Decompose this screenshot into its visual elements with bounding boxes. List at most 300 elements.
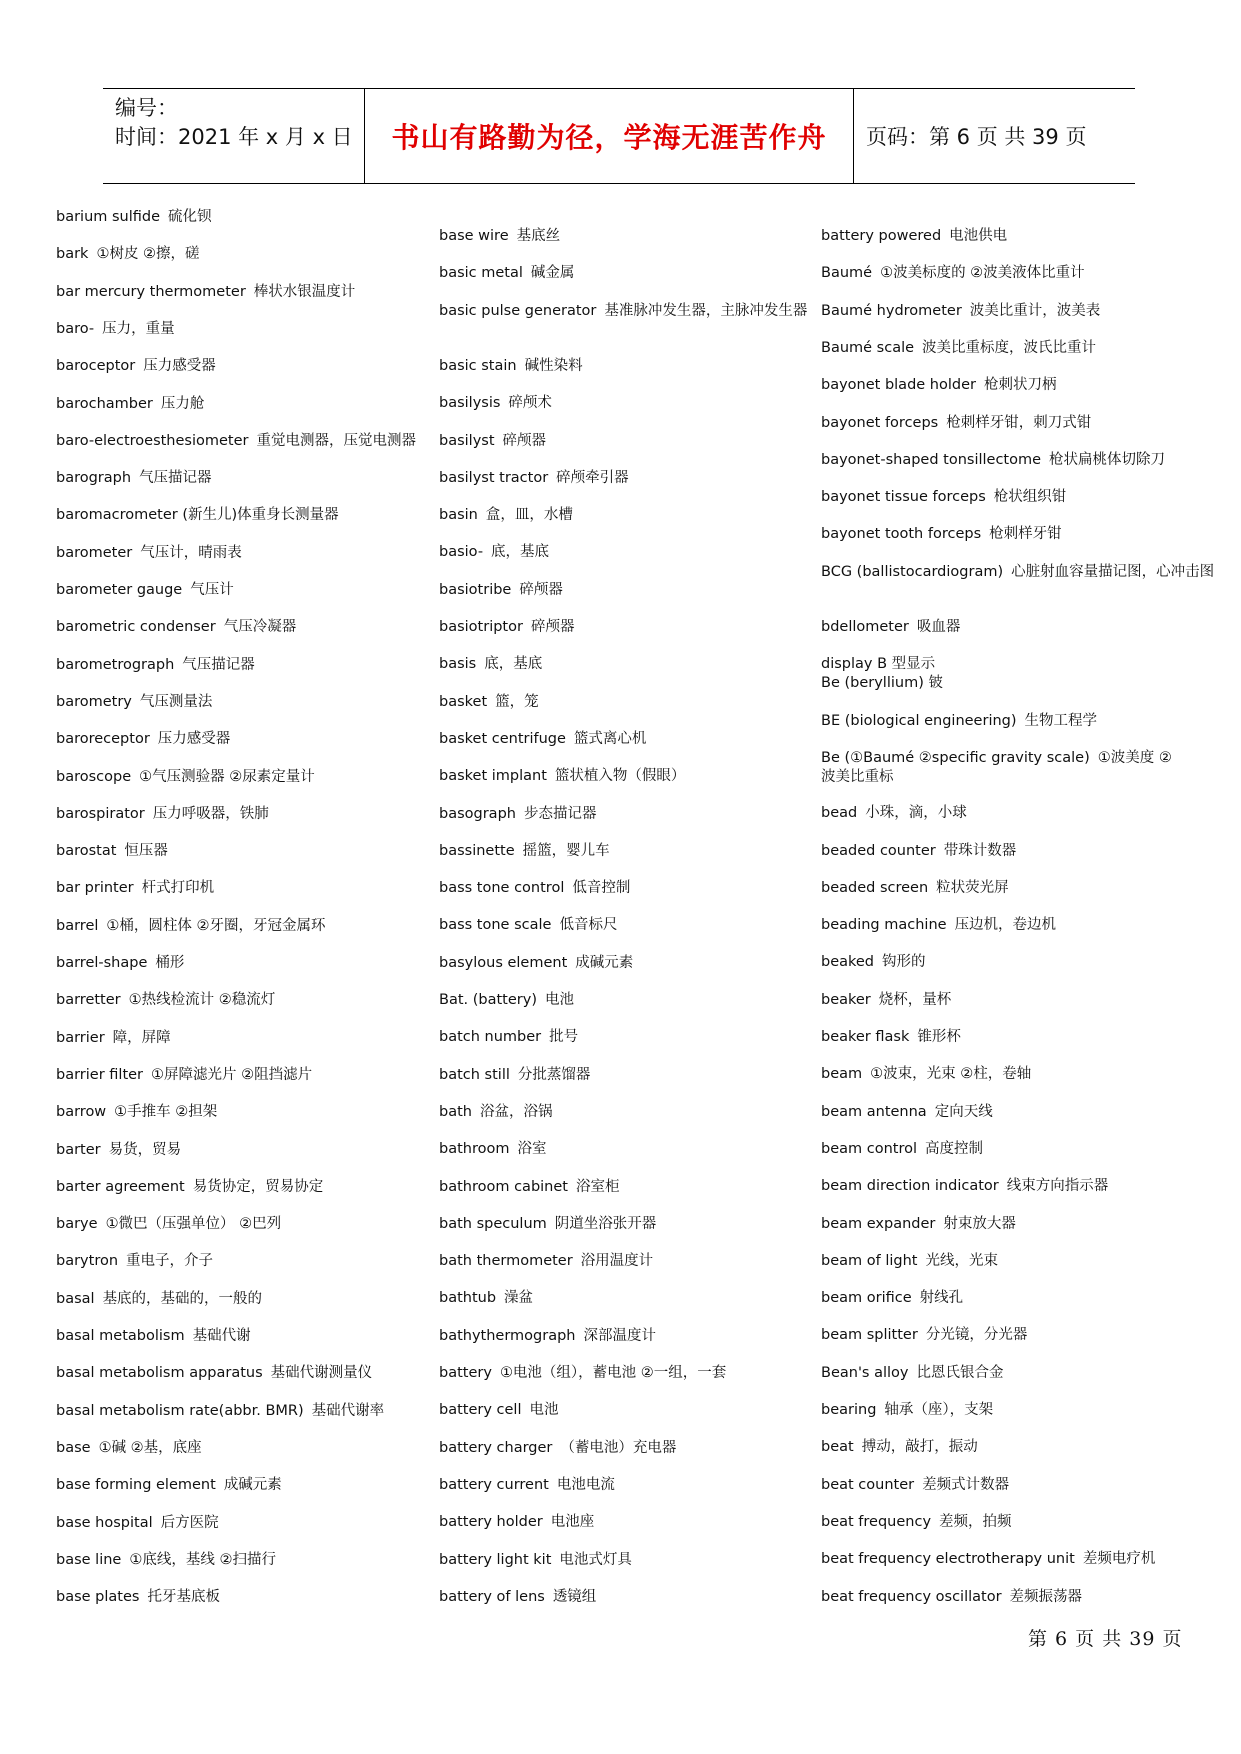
glossary-entry <box>821 1215 1016 1234</box>
entry-definition: 碎颅牵引器 <box>556 469 629 486</box>
entry-term: basal metabolism <box>56 1328 185 1344</box>
entry-definition: 枪刺状刀柄 <box>983 377 1057 394</box>
glossary-entry <box>439 655 542 674</box>
entry-definition: 射线孔 <box>919 1290 964 1307</box>
entry-term: base hospital <box>56 1514 153 1531</box>
entry-term: barospirator <box>56 805 145 822</box>
entry-definition: 碎颅术 <box>508 395 552 412</box>
glossary-entry <box>56 917 326 936</box>
glossary-entry <box>439 991 574 1010</box>
entry-definition: 分批蒸馏器 <box>517 1066 591 1083</box>
entry-definition: 澡盆 <box>504 1290 534 1307</box>
entry-term: bathroom <box>439 1141 510 1158</box>
glossary-entry <box>439 1103 552 1122</box>
entry-term: basket <box>439 693 488 710</box>
glossary-entry <box>439 581 563 600</box>
entry-definition: 线束方向指示器 <box>1006 1178 1109 1195</box>
glossary-entry <box>56 506 347 525</box>
entry-definition: 基础代谢测量仪 <box>270 1365 373 1382</box>
glossary-entry <box>821 991 951 1010</box>
glossary-entry <box>821 525 1062 544</box>
entry-term: beam splitter <box>821 1327 918 1344</box>
glossary-entry <box>56 991 275 1010</box>
entry-term: base plates <box>56 1589 140 1606</box>
glossary-entry <box>439 954 633 973</box>
glossary-entry <box>56 1327 251 1346</box>
glossary-entry <box>56 581 234 600</box>
entry-term: basal <box>56 1290 95 1307</box>
entry-definition: 气压计 <box>190 582 234 598</box>
entry-definition: 锥形杯 <box>917 1029 961 1045</box>
entry-term: barrel-shape <box>56 955 148 971</box>
entry-term: basis <box>439 656 477 673</box>
glossary-entry <box>439 1551 632 1570</box>
entry-term: basilyst <box>439 432 495 449</box>
glossary-entry <box>439 842 610 861</box>
entry-term: basylous element <box>439 954 568 971</box>
entry-term: barometer gauge <box>56 582 183 598</box>
entry-definition: ①桶，圆柱体 ②牙圈，牙冠金属环 <box>106 917 326 934</box>
entry-term: Baumé scale <box>821 339 915 356</box>
entry-definition: 电池电流 <box>556 1476 615 1493</box>
entry-term: barometrograph <box>56 656 175 673</box>
entry-term: barometric condenser <box>56 619 216 636</box>
glossary-entry <box>439 1588 596 1607</box>
glossary-entry <box>439 879 630 898</box>
entry-term: battery holder <box>439 1514 543 1531</box>
page-footer: 第 6 页 共 39 页 <box>1028 1628 1183 1650</box>
entry-term: barrow <box>56 1104 107 1121</box>
entry-term: barochamber <box>56 395 153 412</box>
entry-definition: 搏动，敲打，振动 <box>861 1439 978 1456</box>
entry-term: bass tone control <box>439 880 565 897</box>
glossary-entry <box>56 656 255 675</box>
glossary-entry <box>56 1178 323 1197</box>
entry-term: beat frequency <box>821 1513 932 1530</box>
glossary-entry <box>56 693 212 712</box>
glossary-entry <box>439 357 583 376</box>
entry-definition: 基础代谢 <box>192 1328 251 1344</box>
entry-definition: 小珠，滴，小球 <box>865 805 967 822</box>
glossary-entry <box>439 1327 656 1346</box>
entry-term: barostat <box>56 843 117 860</box>
entry-definition: 底，基底 <box>491 544 550 561</box>
entry-term: basket centrifuge <box>439 730 566 747</box>
entry-term: basket implant <box>439 768 547 785</box>
glossary-entry <box>439 1066 590 1085</box>
entry-definition: ①电池（组），蓄电池 ②一组，一套 <box>499 1365 727 1381</box>
entry-definition: 吸血器 <box>916 619 961 635</box>
glossary-entry <box>56 1290 262 1309</box>
glossary-entry <box>821 414 1091 433</box>
entry-term: BCG (ballistocardiogram) <box>821 563 1004 580</box>
entry-definition: 压力，重量 <box>102 320 175 337</box>
glossary-entry <box>821 563 1214 582</box>
entry-definition: 压力舱 <box>160 395 205 412</box>
entry-definition: 摇篮，婴儿车 <box>522 842 610 859</box>
entry-term: basilyst tractor <box>439 469 549 486</box>
glossary-entry <box>439 1178 619 1197</box>
glossary-entry <box>439 1364 726 1383</box>
entry-definition: （蓄电池）充电器 <box>560 1439 677 1456</box>
glossary-entry <box>439 618 574 637</box>
entry-definition: ①树皮 ②擦，磋 <box>96 246 200 263</box>
glossary-entry <box>56 1364 372 1383</box>
entry-term: display B 型显示 <box>821 656 936 673</box>
entry-term: bath speculum <box>439 1215 547 1232</box>
entry-definition: 深部温度计 <box>583 1327 656 1344</box>
entry-term: bdellometer <box>821 619 909 635</box>
time-label: 时间：2021 年 x 月 x 日 <box>115 125 353 149</box>
entry-term: barrier filter <box>56 1066 144 1083</box>
entry-term: barter <box>56 1141 101 1158</box>
entry-definition: 差频振荡器 <box>1009 1588 1083 1605</box>
entry-definition: 电池供电 <box>949 228 1008 244</box>
entry-definition: 浴室柜 <box>575 1178 620 1195</box>
glossary-entry <box>439 227 560 246</box>
entry-term: battery current <box>439 1476 549 1493</box>
entry-definition: 枪刺样牙钳 <box>989 526 1062 543</box>
glossary-entry <box>56 432 416 451</box>
glossary-entry <box>821 618 960 637</box>
entry-definition: 比恩氏银合金 <box>916 1364 1004 1381</box>
entry-term: beat counter <box>821 1476 915 1493</box>
entry-definition: 易货，贸易 <box>108 1141 182 1158</box>
glossary-entry <box>821 488 1066 507</box>
entry-definition: 电池式灯具 <box>559 1551 632 1568</box>
entry-definition: ①波美度 ②波美比重标 <box>821 749 1172 785</box>
entry-term: bathythermograph <box>439 1327 576 1344</box>
glossary-entry <box>56 245 200 264</box>
entry-term: barograph <box>56 470 132 487</box>
entry-term: beading machine <box>821 917 947 934</box>
entry-term: beam orifice <box>821 1290 912 1307</box>
entry-term: basic metal <box>439 265 523 282</box>
glossary-entry <box>439 1140 546 1159</box>
entry-term: base line <box>56 1551 122 1568</box>
entry-definition: 重电子，介子 <box>126 1253 214 1270</box>
entry-definition: 碱性染料 <box>524 357 583 374</box>
glossary-entry <box>56 954 184 973</box>
entry-definition: 碎颅器 <box>502 432 547 449</box>
entry-definition: ①气压测验器 ②尿素定量计 <box>139 768 315 785</box>
entry-definition: ①手推车 ②担架 <box>114 1104 218 1121</box>
entry-definition: 气压测量法 <box>139 693 213 710</box>
entry-term: basal metabolism apparatus <box>56 1365 263 1382</box>
entry-definition: ①底线，基线 ②扫描行 <box>129 1551 276 1568</box>
document-header <box>103 88 1135 184</box>
glossary-entry <box>56 469 212 488</box>
entry-definition: 光线，光束 <box>925 1252 998 1269</box>
entry-definition: 压力感受器 <box>143 358 216 375</box>
glossary-entry <box>56 730 230 749</box>
entry-definition: 带珠计数器 <box>943 842 1017 859</box>
entry-term: basilysis <box>439 395 501 412</box>
entry-term: barretter <box>56 992 121 1009</box>
glossary-entry <box>821 1364 1004 1383</box>
glossary-entry <box>821 451 1165 470</box>
entry-term: Be (①Baumé ②specific gravity scale) <box>821 749 1090 766</box>
entry-definition: ①碱 ②基，底座 <box>98 1439 202 1456</box>
entry-term: battery light kit <box>439 1551 552 1568</box>
glossary-entry <box>821 842 1016 861</box>
entry-term: basic pulse generator <box>439 302 597 319</box>
entry-definition: 透镜组 <box>552 1588 597 1605</box>
glossary-entry <box>821 953 926 972</box>
entry-definition: 重觉电测器，压觉电测器 <box>256 432 416 449</box>
entry-definition: 轴承（座），支架 <box>884 1402 994 1418</box>
glossary-entry <box>439 469 629 488</box>
entry-definition: 托牙基底板 <box>147 1589 220 1606</box>
entry-term: bathtub <box>439 1290 497 1307</box>
glossary-entry <box>821 376 1056 395</box>
glossary-entry <box>821 1438 978 1457</box>
entry-term: bayonet tooth forceps <box>821 526 982 543</box>
entry-second-line: Be (beryllium) 铍 <box>821 675 943 692</box>
glossary-entry <box>821 227 1007 246</box>
entry-definition: 差频电疗机 <box>1082 1551 1156 1568</box>
entry-definition: 阴道坐浴张开器 <box>554 1215 657 1232</box>
entry-definition: 压力呼吸器，铁肺 <box>152 805 269 822</box>
entry-definition: ①热线检流计 ②稳流灯 <box>128 992 276 1009</box>
entry-term: battery of lens <box>439 1588 545 1605</box>
entry-definition: 波美比重标度，波氏比重计 <box>922 339 1097 356</box>
glossary-entry <box>439 1215 656 1234</box>
entry-definition: 枪状扁桃体切除刀 <box>1049 451 1166 468</box>
glossary-entry <box>56 805 269 824</box>
entry-term: bayonet forceps <box>821 414 939 431</box>
glossary-entry <box>439 1513 594 1532</box>
glossary-entry <box>821 1550 1155 1569</box>
entry-definition: 压边机，卷边机 <box>954 917 1057 934</box>
glossary-entry <box>439 1252 653 1271</box>
entry-term: beam <box>821 1066 863 1083</box>
entry-term: barometry <box>56 693 132 710</box>
glossary-entry <box>439 805 596 824</box>
glossary-entry <box>439 394 552 413</box>
glossary-entry <box>439 1028 578 1047</box>
glossary-entry <box>56 618 296 637</box>
glossary-entry <box>821 1588 1082 1607</box>
entry-term: base wire <box>439 228 509 244</box>
entry-definition: 气压描记器 <box>182 656 255 673</box>
glossary-entry <box>56 1029 171 1048</box>
entry-definition: 压力感受器 <box>157 731 231 748</box>
entry-term: bayonet blade holder <box>821 377 976 394</box>
entry-term: bearing <box>821 1402 877 1418</box>
glossary-entry <box>439 264 574 283</box>
entry-definition: 波美比重计，波美表 <box>969 302 1101 319</box>
entry-definition: 成碱元素 <box>223 1477 282 1494</box>
entry-definition: 底，基底 <box>484 656 543 673</box>
page-code-text: 页码：第 6 页 共 39 页 <box>866 125 1087 149</box>
glossary-entry <box>821 1401 993 1420</box>
entry-term: base <box>56 1439 91 1456</box>
entry-definition: 棒状水银温度计 <box>253 283 356 300</box>
entry-definition: 篮式离心机 <box>573 730 647 747</box>
entry-term: battery <box>439 1365 492 1381</box>
glossary-entry <box>439 693 539 712</box>
entry-term: baroreceptor <box>56 731 150 748</box>
entry-term: baromacrometer (新生儿)体重身长测量器 <box>56 507 339 524</box>
entry-definition: 桶形 <box>155 955 185 971</box>
entry-term: barrel <box>56 917 99 934</box>
entry-definition: 射束放大器 <box>943 1215 1016 1232</box>
entry-term: basic stain <box>439 357 517 374</box>
entry-term: bass tone scale <box>439 917 552 934</box>
entry-term: Baumé <box>821 265 873 282</box>
glossary-entry <box>439 432 546 451</box>
glossary-entry <box>821 1252 998 1271</box>
entry-definition: 批号 <box>549 1029 579 1046</box>
glossary-entry <box>821 879 1009 898</box>
entry-definition: 基准脉冲发生器，主脉冲发生器 <box>604 302 808 319</box>
glossary-entry <box>439 506 573 525</box>
glossary-entry <box>439 1476 615 1495</box>
entry-term: batch number <box>439 1029 542 1046</box>
glossary-entry <box>56 1476 282 1495</box>
glossary-entry <box>821 339 1096 358</box>
entry-definition: 高度控制 <box>925 1140 984 1157</box>
entry-definition: 杆式打印机 <box>141 880 215 897</box>
entry-definition: 易货协定，贸易协定 <box>192 1178 324 1195</box>
glossary-entry <box>56 357 216 376</box>
glossary-entry <box>56 1141 181 1160</box>
entry-term: bath thermometer <box>439 1253 573 1270</box>
entry-definition: ①波束，光束 ②柱，卷轴 <box>870 1066 1032 1083</box>
glossary-entry <box>56 768 315 787</box>
entry-definition: 基底丝 <box>516 228 561 244</box>
entry-definition: 碎颅器 <box>519 581 563 598</box>
glossary-entry <box>439 1289 533 1308</box>
entry-definition: 钩形的 <box>882 954 926 971</box>
entry-definition: 低音标尺 <box>559 917 618 934</box>
glossary-entry <box>439 1439 676 1458</box>
entry-term: Baumé hydrometer <box>821 302 962 319</box>
entry-term: baroscope <box>56 768 132 785</box>
entry-term: beam antenna <box>821 1103 927 1120</box>
entry-definition: 电池 <box>529 1402 559 1419</box>
entry-term: barometer <box>56 544 133 561</box>
entry-term: batch still <box>439 1066 510 1083</box>
entry-term: bayonet-shaped tonsillectome <box>821 451 1042 468</box>
entry-definition: 浴室 <box>517 1141 547 1158</box>
glossary-entry <box>821 1103 993 1122</box>
entry-term: bathroom cabinet <box>439 1178 568 1195</box>
glossary-entry <box>439 302 807 321</box>
entry-term: beaker <box>821 991 871 1008</box>
entry-definition: 障，屏障 <box>112 1029 171 1046</box>
entry-definition: 基础代谢率 <box>311 1402 385 1419</box>
entry-definition: 生物工程学 <box>1024 712 1098 729</box>
entry-term: beaded counter <box>821 842 936 859</box>
entry-term: beat frequency oscillator <box>821 1588 1002 1605</box>
entry-definition: 步态描记器 <box>523 805 597 822</box>
entry-definition: 碱金属 <box>530 265 575 282</box>
glossary-entry <box>56 544 242 563</box>
entry-term: basiotribe <box>439 581 512 598</box>
entry-term: battery charger <box>439 1439 553 1456</box>
glossary-entry <box>821 655 943 693</box>
glossary-entry <box>56 320 175 339</box>
entry-term: Bean's alloy <box>821 1364 909 1381</box>
glossary-entry <box>821 749 1186 787</box>
glossary-entry <box>56 1439 202 1458</box>
entry-definition: 盒，皿，水槽 <box>485 507 573 524</box>
header-page-code <box>854 89 1135 183</box>
glossary-entry <box>56 1588 220 1607</box>
glossary-entry <box>439 730 646 749</box>
glossary-entry <box>439 1401 558 1420</box>
entry-term: basograph <box>439 805 516 822</box>
entry-definition: 硫化钡 <box>168 209 212 225</box>
glossary-entry <box>821 1289 963 1308</box>
entry-term: beaker flask <box>821 1029 910 1045</box>
glossary-entry <box>56 842 168 861</box>
entry-term: bayonet tissue forceps <box>821 489 986 506</box>
entry-definition: 气压计，晴雨表 <box>140 544 242 561</box>
entry-definition: 枪刺样牙钳，刺刀式钳 <box>946 414 1092 431</box>
entry-term: baroceptor <box>56 358 136 375</box>
entry-definition: 碎颅器 <box>530 619 575 635</box>
entry-term: BE (biological engineering) <box>821 712 1017 729</box>
entry-term: battery cell <box>439 1402 522 1419</box>
entry-term: bar mercury thermometer <box>56 283 246 300</box>
entry-term: beam direction indicator <box>821 1178 999 1195</box>
entry-term: Bat. (battery) <box>439 992 537 1008</box>
entry-definition: 恒压器 <box>124 843 168 860</box>
entry-term: baro- <box>56 320 95 337</box>
entry-definition: 心脏射血容量描记图，心冲击图 <box>1011 563 1215 580</box>
entry-definition: 电池 <box>544 992 574 1008</box>
entry-definition: 分光镜，分光器 <box>925 1327 1028 1344</box>
glossary-entry <box>56 283 355 302</box>
entry-term: barium sulfide <box>56 209 161 225</box>
glossary-entry <box>56 1215 281 1234</box>
entry-definition: 气压冷凝器 <box>223 619 297 636</box>
entry-definition: 低音控制 <box>572 880 631 897</box>
entry-definition: 气压描记器 <box>139 470 212 487</box>
entry-term: beam control <box>821 1140 918 1157</box>
header-info <box>103 89 365 183</box>
entry-definition: 基底的，基础的，一般的 <box>102 1290 263 1307</box>
entry-term: basiotriptor <box>439 619 523 635</box>
entry-definition: 浴用温度计 <box>580 1253 654 1270</box>
entry-term: battery powered <box>821 228 942 244</box>
glossary-entry <box>56 1514 219 1533</box>
entry-term: barrier <box>56 1029 105 1046</box>
entry-definition: 后方医院 <box>160 1514 219 1531</box>
glossary-entry <box>821 302 1100 321</box>
entry-term: bark <box>56 246 89 263</box>
entry-definition: 烧杯，量杯 <box>878 991 952 1008</box>
motto-text: 书山有路勤为径，学海无涯苦作舟 <box>391 121 827 154</box>
glossary-entry <box>821 1065 1031 1084</box>
entry-term: basin <box>439 507 478 524</box>
entry-definition: 差频式计数器 <box>922 1476 1010 1493</box>
glossary-entry <box>821 804 967 823</box>
entry-term: baro-electroesthesiometer <box>56 432 249 449</box>
glossary-entry <box>56 1551 276 1570</box>
number-label: 编号： <box>115 96 178 120</box>
glossary-entry <box>439 543 549 562</box>
glossary-entry <box>439 767 685 786</box>
entry-term: beam expander <box>821 1215 936 1232</box>
entry-definition: 成碱元素 <box>575 954 634 971</box>
entry-definition: 篮状植入物（假眼） <box>554 768 686 785</box>
glossary-entry <box>56 1066 312 1085</box>
glossary-entry <box>821 1028 961 1047</box>
